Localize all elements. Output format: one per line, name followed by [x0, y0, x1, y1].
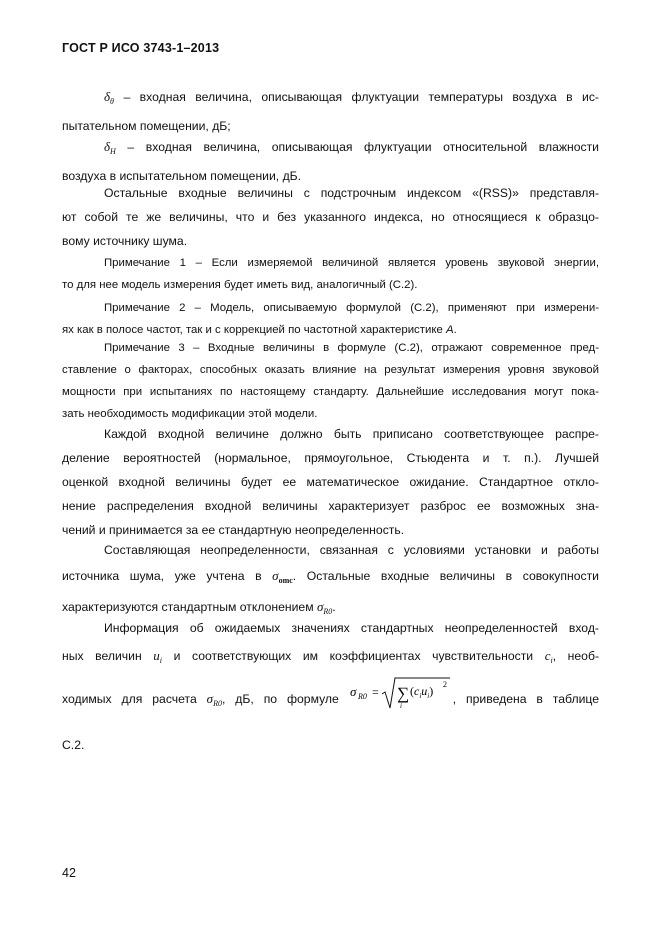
u-i-symbol: $u_i$ [153, 648, 162, 665]
paragraph-line: ходимых для расчета $\sigma_{R0}$, дБ, по формуле σ R0 = ∑ i $(c_iu_i)$ 2 , приведена в таблице [62, 675, 599, 725]
page-number: 42 [62, 866, 76, 880]
paragraph-line: $\delta_H$ – входная величина, описывающая флуктуации относительной влажности [104, 139, 599, 156]
paragraph-line: Информация об ожидаемых значениях стандартных неопределенностей вход- [104, 621, 599, 635]
paragraph-line: характеризуются стандартным отклонением $\sigma_{R0}$. [62, 599, 336, 616]
formula-sigma: σ [349, 684, 357, 699]
formula-equals: = [371, 685, 379, 699]
formula-term: $(c_iu_i)$ [409, 684, 433, 700]
c-i-symbol: $c_i$ [544, 648, 553, 665]
note-line: Примечание 2 – Модель, описываемую формулой (С.2), применяют при измерени- [104, 302, 599, 314]
paragraph-line: Каждой входной величине должно быть приписано соответствующее распре- [104, 427, 599, 441]
paragraph-line: деление вероятностей (нормальное, прямоугольное, Стьюдента и т. п.). Лучшей [62, 451, 599, 465]
paragraph-line: $\delta_\theta$ – входная величина, описывающая флуктуации температуры воздуха в ис- [104, 89, 599, 106]
paragraph-distribution [62, 422, 599, 542]
note-line: Примечание 3 – Входные величины в формуле (С.2), отражают современное пред- [104, 342, 599, 354]
formula-r0-subscript: R0 [357, 692, 367, 701]
note-line: ставление о факторах, способных оказать влияние на результат измерения уровня звуковой [62, 364, 599, 376]
note-line: то для нее модель измерения будет иметь вид, аналогичный (С.2). [62, 279, 418, 291]
paragraph-information [62, 614, 599, 765]
formula-exponent: 2 [442, 680, 447, 689]
delta-theta-symbol: $\delta_\theta$ [104, 89, 114, 106]
note-line: ях как в полосе частот, так и с коррекцией по частотной характеристике А. [62, 324, 457, 336]
paragraph-line: воздуха в испытательном помещении, дБ. [62, 169, 302, 183]
sum-sign: ∑ [396, 684, 409, 703]
paragraph-line: Остальные входные величины с подстрочным индексом «(RSS)» представля- [104, 186, 599, 200]
note-1 [62, 252, 599, 296]
paragraph-line: ных величин $u_i$ и соответствующих им коэффициентах чувствительности $c_i$, необ- [62, 648, 600, 665]
paragraph-line: ют собой те же величины, что и без указанного индекса, но относящиеся к образцо- [62, 210, 599, 224]
paragraph-line: вому источнику шума. [62, 234, 188, 248]
document-header: ГОСТ Р ИСО 3743-1–2013 [62, 41, 220, 55]
paragraph-delta-theta [62, 85, 599, 138]
sqrt-sum-formula-graphic [349, 675, 453, 711]
note-2 [62, 297, 599, 341]
sigma-r0-symbol: $\sigma_{R0}$ [206, 691, 222, 709]
paragraph-line: Составляющая неопределенности, связанная с условиями установки и работы [104, 543, 599, 557]
paragraph-line: пытательном помещении, дБ; [62, 119, 231, 133]
sigma-omc-symbol: $\sigma_{omc}$ [272, 568, 293, 585]
paragraph-line: чений и принимается за ее стандартную неопределенность. [62, 523, 405, 537]
note-3 [62, 337, 599, 425]
sigma-r0-symbol: $\sigma_{R0}$ [316, 599, 333, 616]
paragraph-line: С.2. [62, 738, 85, 752]
note-line: зать необходимость модификации этой модели. [62, 408, 318, 420]
delta-h-symbol: $\delta_H$ [104, 139, 116, 156]
note-line: мощности при испытаниях по настоящему стандарту. Дальнейшие исследования могут пока- [62, 386, 599, 398]
paragraph-rss [62, 181, 599, 253]
paragraph-line: оценкой входной величины будет ее математическое ожидание. Стандартное откло- [62, 475, 599, 489]
sigma-r0-formula [349, 675, 453, 725]
note-line: Примечание 1 – Если измеряемой величиной является уровень звуковой энергии, [104, 257, 599, 269]
sum-index: i [399, 702, 402, 710]
paragraph-line: источника шума, уже учтена в $\sigma_{omc}$. Остальные входные величины в совокупности [62, 568, 599, 585]
paragraph-line: нение распределения входной величины характеризует разброс ее возможных зна- [62, 499, 599, 513]
paragraph-uncertainty [62, 537, 599, 625]
